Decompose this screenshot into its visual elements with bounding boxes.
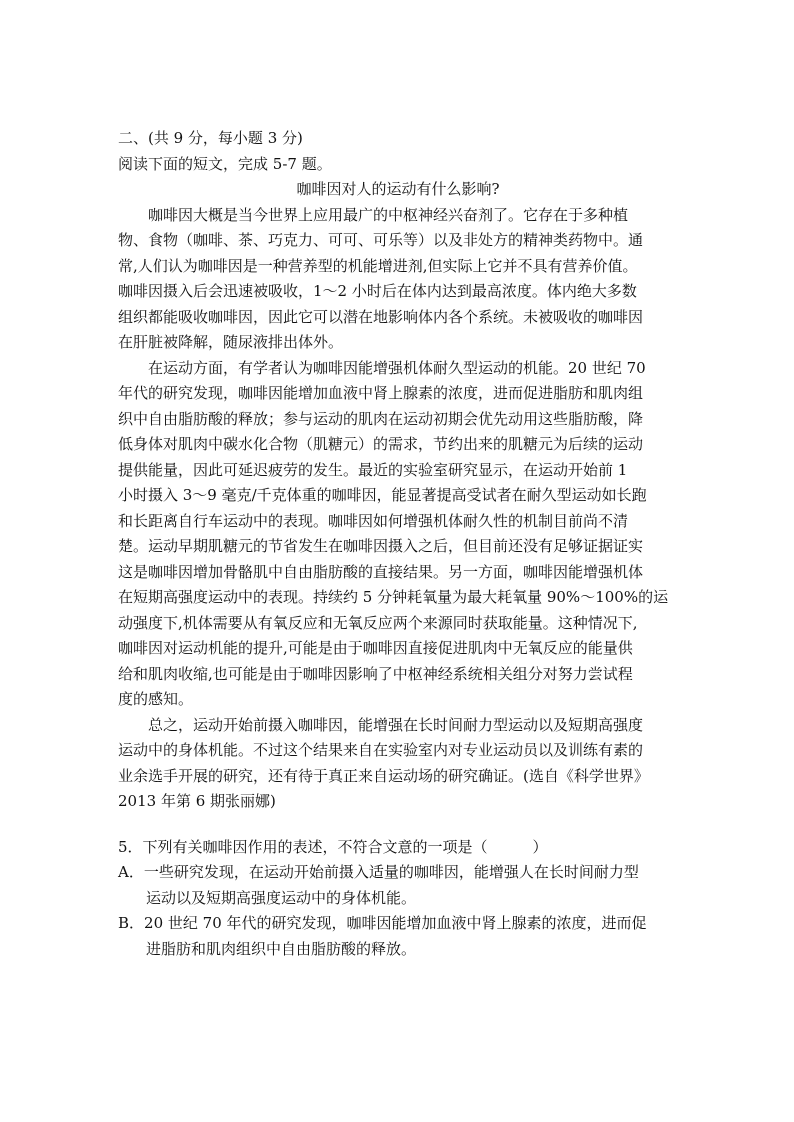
paragraph-line: 低身体对肌肉中碳水化合物（肌糖元）的需求，节约出来的肌糖元为后续的运动 xyxy=(118,435,644,453)
section-header: 二、(共 9 分，每小题 3 分) xyxy=(118,129,303,147)
article-paragraph-2 xyxy=(118,356,678,713)
paragraph-line: 总之，运动开始前摄入咖啡因，能增强在长时间耐力型运动以及短期高强度 xyxy=(118,715,644,734)
paragraph-line: 和长距离自行车运动中的表现。咖啡因如何增强机体耐久性的机制目前尚不清 xyxy=(118,511,629,530)
paragraph-line: 年代的研究发现，咖啡因能增加血液中肾上腺素的浓度，进而促进脂肪和肌肉组 xyxy=(118,384,644,402)
paragraph-line: 小时摄入 3～9 毫克/千克体重的咖啡因，能显著提高受试者在耐久型运动如长跑 xyxy=(118,486,647,504)
paragraph-line: 2013 年第 6 期张丽娜) xyxy=(118,792,276,810)
spacer xyxy=(118,815,678,835)
paragraph-line: 常,人们认为咖啡因是一种营养型的机能增进剂,但实际上它并不具有营养价值。 xyxy=(118,256,638,275)
paragraph-line: 楚。运动早期肌糖元的节省发生在咖啡因摄入之后，但目前还没有足够证据证实 xyxy=(118,537,644,555)
option-line: A．一些研究发现，在运动开始前摄入适量的咖啡因，能增强人在长时间耐力型 xyxy=(118,863,639,881)
paragraph-line: 咖啡因大概是当今世界上应用最广的中枢神经兴奋剂了。它存在于多种植 xyxy=(118,205,629,224)
paragraph-line: 咖啡因摄入后会迅速被吸收，1～2 小时后在体内达到最高浓度。体内绝大多数 xyxy=(118,282,637,300)
paragraph-line: 组织都能吸收咖啡因，因此它可以潜在地影响体内各个系统。未被吸收的咖啡因 xyxy=(118,307,644,326)
article-paragraph-3 xyxy=(118,713,678,815)
paragraph-line: 提供能量，因此可延迟疲劳的发生。最近的实验室研究显示，在运动开始前 1 xyxy=(118,460,628,479)
article-title: 咖啡因对人的运动有什么影响? xyxy=(296,180,500,198)
paragraph-line: 这是咖啡因增加骨骼肌中自由脂肪酸的直接结果。另一方面，咖啡因能增强机体 xyxy=(118,562,644,581)
option-a xyxy=(118,860,678,911)
paragraph-line: 在短期高强度运动中的表现。持续约 5 分钟耗氧量为最大耗氧量 90%～100%的运 xyxy=(118,588,669,606)
paragraph-line: 给和肌肉收缩,也可能是由于咖啡因影响了中枢神经系统相关组分对努力尝试程 xyxy=(118,664,633,683)
question-stem: 5．下列有关咖啡因作用的表述，不符合文意的一项是（ ） xyxy=(118,837,548,856)
question-5 xyxy=(118,835,678,963)
paragraph-line: 织中自由脂肪酸的释放；参与运动的肌肉在运动初期会优先动用这些脂肪酸，降 xyxy=(118,409,644,428)
section-instruction: 阅读下面的短文，完成 5-7 题。 xyxy=(118,154,332,173)
option-line: 进脂肪和肌肉组织中自由脂肪酸的释放。 xyxy=(146,939,417,958)
paragraph-line: 在肝脏被降解，随尿液排出体外。 xyxy=(118,333,344,351)
option-line: B．20 世纪 70 年代的研究发现，咖啡因能增加血液中肾上腺素的浓度，进而促 xyxy=(118,914,647,932)
paragraph-line: 业余选手开展的研究，还有待于真正来自运动场的研究确证。(选自《科学世界》 xyxy=(118,766,649,785)
option-line: 运动以及短期高强度运动中的身体机能。 xyxy=(146,888,417,907)
paragraph-line: 在运动方面，有学者认为咖啡因能增强机体耐久型运动的机能。20 世纪 70 xyxy=(118,358,646,377)
article-paragraph-1 xyxy=(118,203,678,356)
paragraph-line: 物、食物（咖啡、茶、巧克力、可可、可乐等）以及非处方的精神类药物中。通 xyxy=(118,231,644,249)
paragraph-line: 运动中的身体机能。不过这个结果来自在实验室内对专业运动员以及训练有素的 xyxy=(118,741,644,759)
exam-page xyxy=(118,126,678,962)
paragraph-line: 咖啡因对运动机能的提升,可能是由于咖啡因直接促进肌肉中无氧反应的能量供 xyxy=(118,639,633,657)
paragraph-line: 度的感知。 xyxy=(118,690,194,708)
paragraph-line: 动强度下,机体需要从有氧反应和无氧反应两个来源同时获取能量。这种情况下, xyxy=(118,613,638,632)
option-b xyxy=(118,911,678,962)
